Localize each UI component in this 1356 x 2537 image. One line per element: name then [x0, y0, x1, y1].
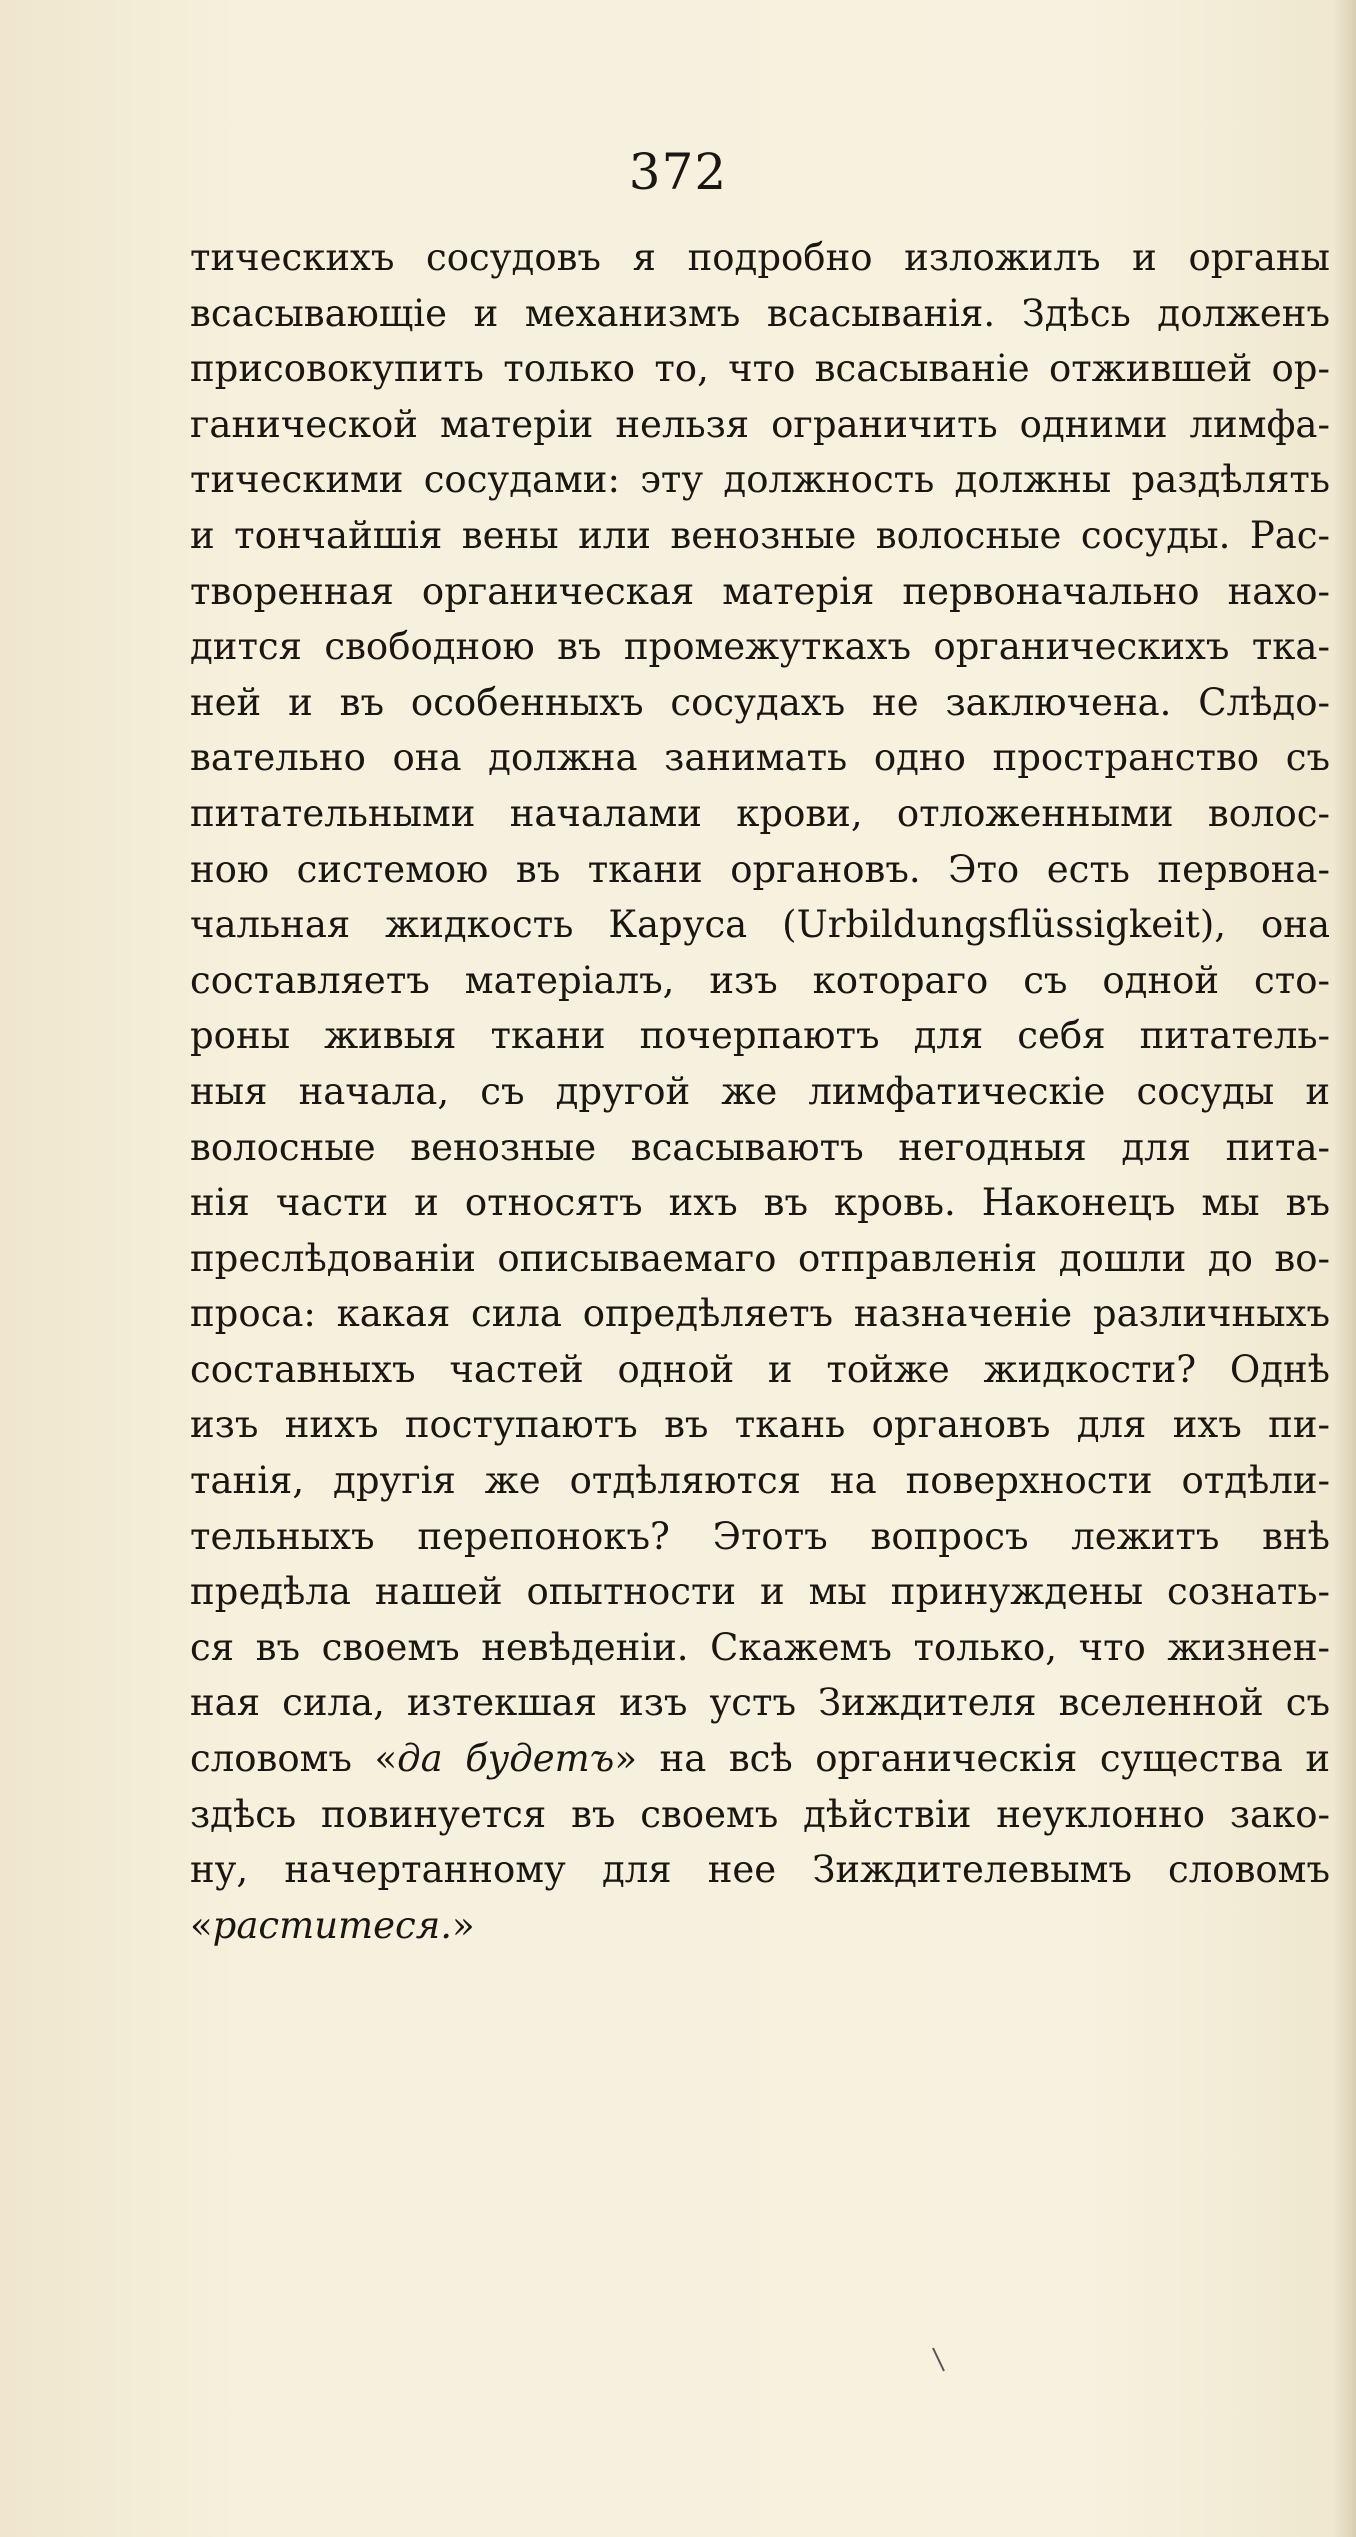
text-line: ная сила, изтекшая изъ устъ Зиждителя вселенной съ	[190, 1681, 1330, 1725]
text-line: волосные венозные всасываютъ негодныя для пита-	[190, 1125, 1330, 1169]
text-line: тельныхъ перепонокъ? Этотъ вопросъ лежитъ внѣ	[190, 1514, 1330, 1558]
text-line: составляетъ матеріалъ, изъ котораго съ одной сто-	[190, 958, 1330, 1002]
text-line: дится свободною въ промежуткахъ органическихъ тка-	[190, 625, 1330, 669]
text-line: и тончайшія вены или венозные волосные сосуды. Рас-	[190, 513, 1330, 557]
text-segment: » на всѣ органическія существа и	[614, 1737, 1330, 1781]
stray-pen-mark	[930, 2345, 950, 2375]
text-line-last	[190, 1898, 1330, 1954]
text-segment: «	[190, 1903, 213, 1947]
body-text	[190, 230, 1330, 1953]
text-line	[190, 1731, 1330, 1787]
text-line: изъ нихъ поступаютъ въ ткань органовъ для ихъ пи-	[190, 1403, 1330, 1447]
text-line: ся въ своемъ невѣденіи. Скажемъ только, что жизнен-	[190, 1625, 1330, 1669]
text-line: питательными началами крови, отложенными волос-	[190, 791, 1330, 835]
text-line: предѣла нашей опытности и мы принуждены сознать-	[190, 1570, 1330, 1614]
text-line: тическими сосудами: эту должность должны раздѣлять	[190, 458, 1330, 502]
text-line: ну, начертанному для нее Зиждителевымъ словомъ	[190, 1848, 1330, 1892]
text-line: здѣсь повинуется въ своемъ дѣйствіи неуклонно зако-	[190, 1792, 1330, 1836]
italic-quote: раститеся.	[212, 1903, 452, 1947]
text-line: нія части и относятъ ихъ въ кровь. Наконецъ мы въ	[190, 1181, 1330, 1225]
page-number: 372	[628, 143, 728, 201]
text-line: всасывающіе и механизмъ всасыванія. Здѣсь долженъ	[190, 291, 1330, 335]
text-line: ней и въ особенныхъ сосудахъ не заключена. Слѣдо-	[190, 680, 1330, 724]
text-line: ною системою въ ткани органовъ. Это есть первона-	[190, 847, 1330, 891]
text-line: вательно она должна занимать одно пространство съ	[190, 736, 1330, 780]
italic-quote: да будетъ	[397, 1737, 615, 1781]
text-segment: словомъ «	[190, 1737, 398, 1781]
text-line: чальная жидкость Каруса (Urbildungsflüssigkeit), она	[190, 903, 1330, 947]
text-line: танія, другія же отдѣляются на поверхности отдѣли-	[190, 1459, 1330, 1503]
text-line: ганической матеріи нельзя ограничить одними лимфа-	[190, 402, 1330, 446]
page-edge-shadow	[1334, 0, 1356, 2537]
text-line: составныхъ частей одной и тойже жидкости? Однѣ	[190, 1347, 1330, 1391]
text-line: творенная органическая матерія первоначально нахо-	[190, 569, 1330, 613]
text-line: преслѣдованіи описываемаго отправленія дошли до во-	[190, 1236, 1330, 1280]
text-line: присовокупить только то, что всасываніе отжившей ор-	[190, 347, 1330, 391]
text-segment: »	[451, 1903, 475, 1947]
text-line: роны живыя ткани почерпаютъ для себя питатель-	[190, 1014, 1330, 1058]
text-line: проса: какая сила опредѣляетъ назначеніе различныхъ	[190, 1292, 1330, 1336]
text-line: ныя начала, съ другой же лимфатическіе сосуды и	[190, 1069, 1330, 1113]
text-line: тическихъ сосудовъ я подробно изложилъ и органы	[190, 236, 1330, 279]
